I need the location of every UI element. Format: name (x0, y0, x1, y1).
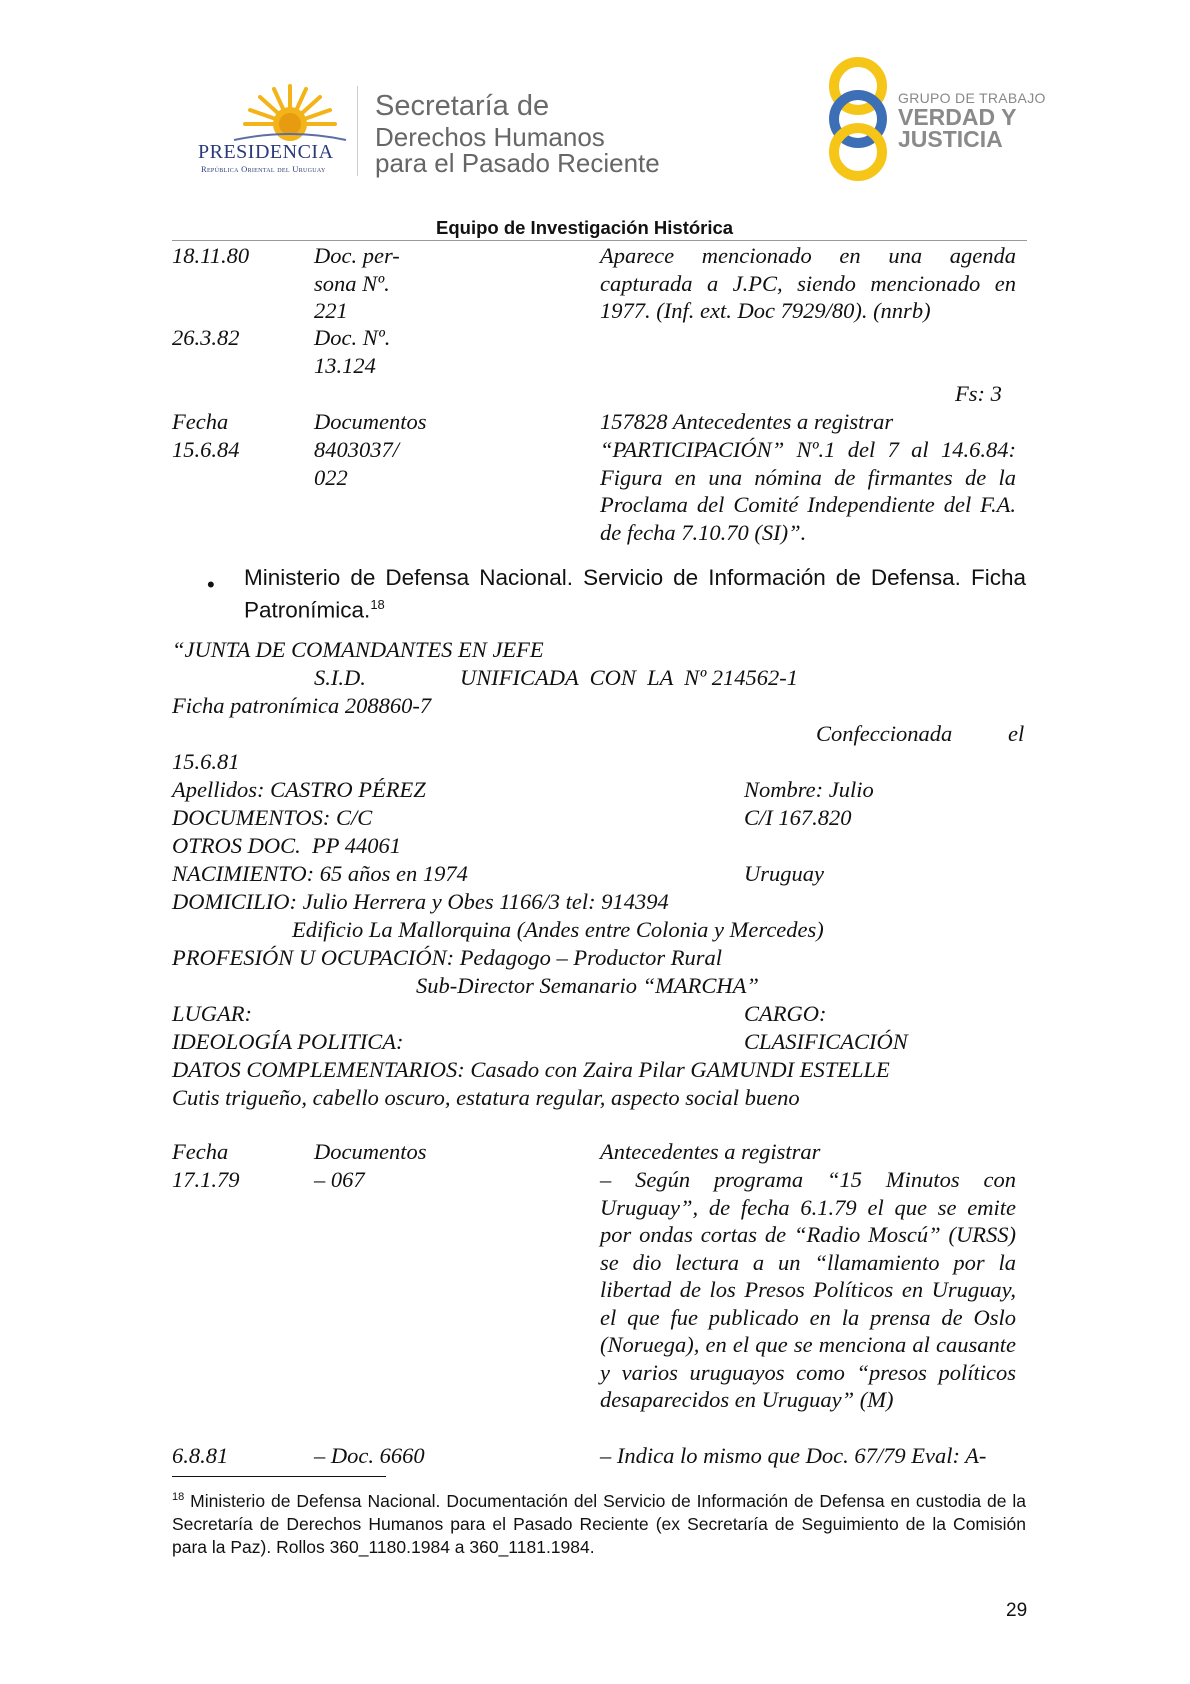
ficha-documentos: DOCUMENTOS: C/C (172, 805, 373, 830)
ficha-ci: C/I 167.820 (744, 805, 852, 830)
table3-row2-doc: – Doc. 6660 (314, 1443, 425, 1468)
grupo-trabajo-label: GRUPO DE TRABAJO (898, 90, 1046, 106)
ficha-otros-doc: OTROS DOC. PP 44061 (172, 833, 401, 858)
table2-row-date: 15.6.84 (172, 437, 240, 462)
secretaria-title-line1: Secretaría de (375, 90, 550, 122)
ficha-junta: “JUNTA DE COMANDANTES EN JEFE (172, 637, 544, 662)
verdad-justicia-rings-logo (820, 56, 896, 182)
ficha-unificada: UNIFICADA CON LA Nº 214562-1 (460, 665, 799, 690)
ficha-cutis: Cutis trigueño, cabello oscuro, estatura regular, aspecto social bueno (172, 1085, 800, 1110)
bullet-paragraph (244, 564, 1026, 624)
ficha-subdirector: Sub-Director Semanario “MARCHA” (416, 973, 759, 998)
footnote-number: 18 (172, 1491, 185, 1503)
secretaria-title-line2: Derechos Humanos (375, 122, 605, 152)
ficha-datos-complementarios: DATOS COMPLEMENTARIOS: Casado con Zaira Pilar GAMUNDI ESTELLE (172, 1057, 890, 1082)
header-rule (172, 240, 1027, 241)
ficha-fecha-confeccion: 15.6.81 (172, 749, 240, 774)
table2-header-antecedentes: 157828 Antecedentes a registrar (600, 409, 894, 434)
presidencia-wordmark: PRESIDENCIA (198, 141, 334, 163)
table3-header-antecedentes: Antecedentes a registrar (600, 1139, 821, 1164)
ficha-cargo: CARGO: (744, 1001, 827, 1026)
ficha-pais: Uruguay (744, 861, 824, 886)
table3-header-date: Fecha (172, 1139, 229, 1164)
ficha-lugar: LUGAR: (172, 1001, 252, 1026)
ficha-edificio: Edificio La Mallorquina (Andes entre Colonia y Mercedes) (292, 917, 824, 942)
table3-row2-date: 6.8.81 (172, 1443, 229, 1468)
ficha-ideologia: IDEOLOGÍA POLITICA: (172, 1029, 404, 1054)
presidencia-subtitle: República Oriental del Uruguay (201, 164, 326, 174)
table3-row2-antecedentes: – Indica lo mismo que Doc. 67/79 Eval: A- (600, 1443, 987, 1468)
folio-number: Fs: 3 (955, 381, 1002, 406)
table1-row1-doc: Doc. per- sona Nº. 221 (314, 243, 400, 323)
ficha-el: el (1008, 721, 1025, 746)
table2-row-antecedentes: “PARTICIPACIÓN” Nº.1 del 7 al 14.6.84: Figura en una nómina de firmantes de la Proclama del Comité Independiente del F.A. de fecha 7.10.70 (SI)”. (600, 437, 1016, 545)
ficha-domicilio: DOMICILIO: Julio Herrera y Obes 1166/3 tel: 914394 (172, 889, 669, 914)
footnote (172, 1486, 1026, 1559)
table2-header-doc: Documentos (314, 409, 427, 434)
table3-row1-antecedentes: – Según programa “15 Minutos con Uruguay”, de fecha 6.1.79 el que se emite por ondas cortas de “Radio Moscú” (URSS) se dio lectura a un “llamamiento por la libertad de los Presos Políticos en Uruguay, el que fue publicado en la prensa de Oslo (Noruega), en el que se menciona al causante y varios uruguayos como “presos políticos desaparecidos en Uruguay” (M) (600, 1167, 1016, 1412)
team-title: Equipo de Investigación Histórica (436, 217, 734, 238)
ficha-patronimica: Ficha patronímica 208860-7 (172, 693, 432, 718)
footnote-ref: 18 (370, 597, 385, 612)
ficha-nombre: Nombre: Julio (744, 777, 874, 802)
table1-row2-date: 26.3.82 (172, 325, 240, 350)
table2-header-date: Fecha (172, 409, 229, 434)
justicia-label: JUSTICIA (898, 126, 1003, 152)
ficha-nacimiento: NACIMIENTO: 65 años en 1974 (172, 861, 468, 886)
page-number: 29 (1006, 1600, 1028, 1621)
bullet-text: Ministerio de Defensa Nacional. Servicio de Información de Defensa. Ficha Patronímica. (244, 565, 1026, 623)
presidencia-sun-logo (230, 80, 350, 144)
table2-row-doc: 8403037/ 022 (314, 437, 400, 490)
table1-row1-antecedentes: Aparece mencionado en una agenda capturada a J.PC, siendo mencionado en 1977. (Inf. ext. Doc 7929/80). (nnrb) (600, 243, 1016, 323)
table1-row2-doc: Doc. Nº. 13.124 (314, 325, 391, 378)
ficha-clasificacion: CLASIFICACIÓN (744, 1029, 908, 1054)
ficha-confeccionada: Confeccionada (816, 721, 953, 746)
table1-row1-date: 18.11.80 (172, 243, 250, 268)
bullet-marker: • (207, 572, 215, 597)
table3-row1-date: 17.1.79 (172, 1167, 240, 1192)
table3-header-doc: Documentos (314, 1139, 427, 1164)
secretaria-title-line3: para el Pasado Reciente (375, 148, 660, 178)
ficha-sid: S.I.D. (314, 665, 366, 690)
ficha-apellidos: Apellidos: CASTRO PÉREZ (172, 777, 426, 802)
table3-row1-doc: – 067 (314, 1167, 365, 1192)
logo-divider (357, 86, 358, 176)
ficha-profesion: PROFESIÓN U OCUPACIÓN: Pedagogo – Productor Rural (172, 945, 722, 970)
footnote-rule (172, 1476, 386, 1477)
footnote-text: Ministerio de Defensa Nacional. Documentación del Servicio de Información de Defensa en custodia de la Secretaría de Derechos Humanos para el Pasado Reciente (ex Secretaría de Seguimiento de la Comisión para la Paz). Rollos 360_1180.1984 a 360_1181.1984. (172, 1490, 1026, 1557)
verdad-label: VERDAD Y (898, 104, 1017, 130)
